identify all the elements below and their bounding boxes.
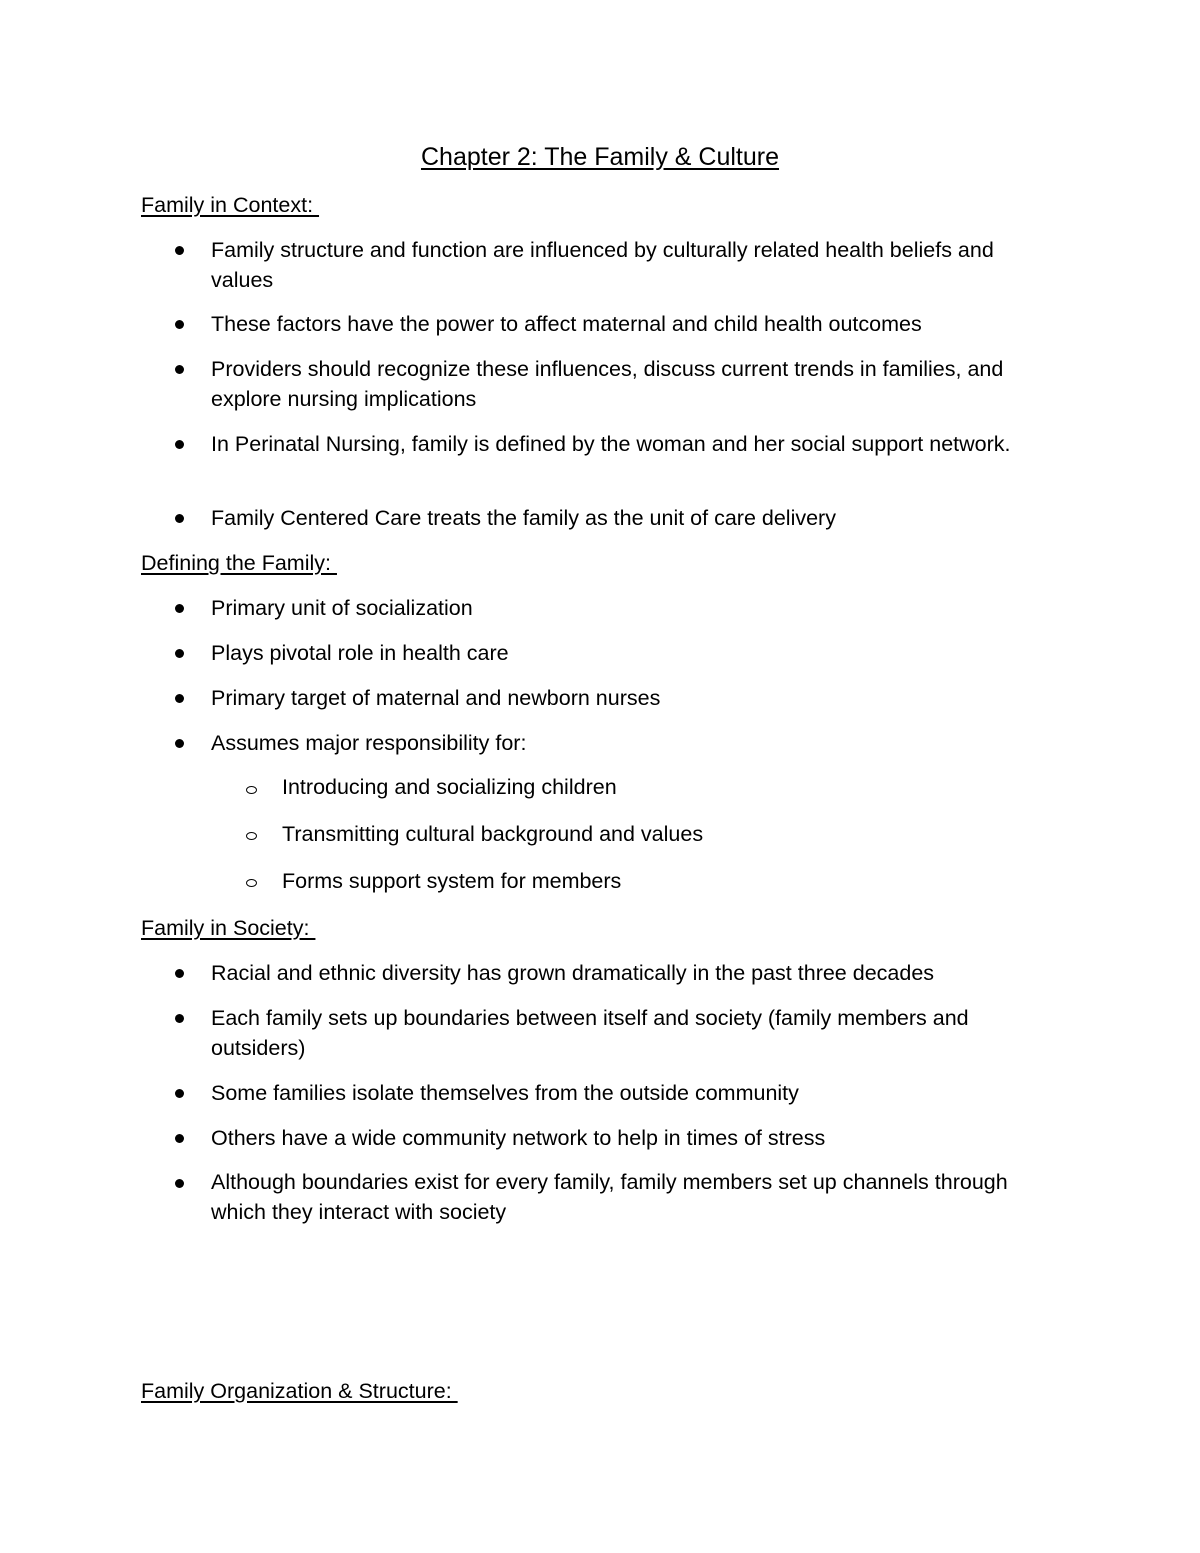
list-item: Although boundaries exist for every family, family members set up channels through which they interact with society [211,1170,1008,1224]
bullet-icon [175,1134,184,1143]
list-item: Plays pivotal role in health care [211,641,509,665]
list-item: In Perinatal Nursing, family is defined by the woman and her social support network. [211,432,1011,456]
bullet-icon [175,514,184,523]
bullet-icon [175,969,184,978]
circle-bullet-icon [246,879,257,887]
bullet-icon [175,246,184,255]
list-item: Some families isolate themselves from the outside community [211,1081,799,1105]
bullet-icon [175,739,184,748]
bullet-icon [175,440,184,449]
circle-bullet-icon [246,786,257,794]
bullet-icon [175,365,184,374]
list-item: Family structure and function are influenced by culturally related health beliefs and values [211,238,994,292]
sub-list-item: Introducing and socializing children [282,775,617,799]
bullet-icon [175,1179,184,1188]
list-item: Each family sets up boundaries between itself and society (family members and outsiders) [211,1006,969,1060]
sub-list-item: Transmitting cultural background and values [282,822,704,846]
circle-bullet-icon [246,832,257,840]
list-item: Racial and ethnic diversity has grown dramatically in the past three decades [211,961,935,985]
list-item: Providers should recognize these influences, discuss current trends in families, and explore nursing implications [211,357,1004,411]
bullet-icon [175,1089,184,1098]
bullet-icon [175,604,184,613]
bullet-icon [175,694,184,703]
section-heading-defining-the-family: Defining the Family: [141,551,337,575]
section-heading-family-organization-structure: Family Organization & Structure: [141,1379,458,1403]
sub-list-item: Forms support system for members [282,869,622,893]
list-item: These factors have the power to affect maternal and child health outcomes [211,312,922,336]
bullet-icon [175,649,184,658]
list-item: Assumes major responsibility for: [211,731,527,755]
list-item: Primary unit of socialization [211,596,473,620]
section-heading-family-in-society: Family in Society: [141,916,316,940]
list-item: Family Centered Care treats the family as the unit of care delivery [211,506,836,530]
section-heading-family-in-context: Family in Context: [141,193,320,217]
page-title: Chapter 2: The Family & Culture [420,143,780,171]
list-item: Others have a wide community network to help in times of stress [211,1126,826,1150]
list-item: Primary target of maternal and newborn nurses [211,686,661,710]
bullet-icon [175,320,184,329]
bullet-icon [175,1014,184,1023]
